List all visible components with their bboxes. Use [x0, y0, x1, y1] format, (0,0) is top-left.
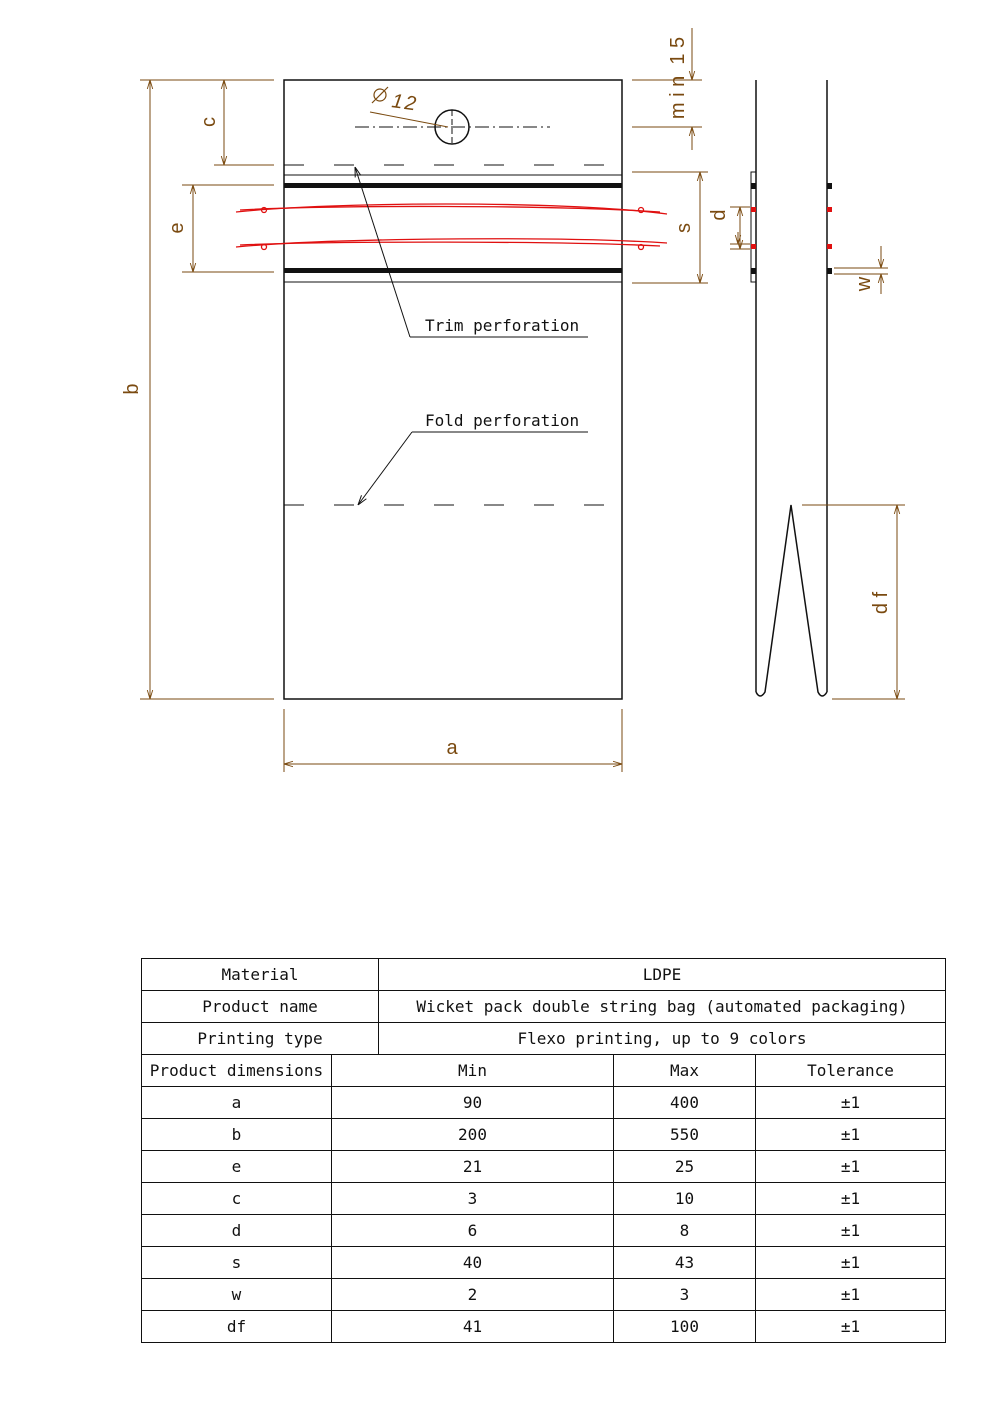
side-seal-marks [751, 172, 832, 282]
header-dimensions: Product dimensions [142, 1055, 332, 1087]
specification-table [141, 958, 946, 1343]
strings [236, 204, 667, 250]
cell-max: 10 [614, 1183, 756, 1215]
cell-tol: ±1 [756, 1151, 946, 1183]
cell-dim: w [142, 1279, 332, 1311]
cell-dim: c [142, 1183, 332, 1215]
printing-type-label: Printing type [142, 1023, 379, 1055]
dim-label-c: c [198, 117, 220, 127]
table-row [142, 1087, 946, 1119]
dim-label-df: d f [870, 591, 892, 615]
table-header-row [142, 1055, 946, 1087]
table-row [142, 1311, 946, 1343]
printing-type-value: Flexo printing, up to 9 colors [379, 1023, 946, 1055]
cell-min: 3 [332, 1183, 614, 1215]
cell-min: 6 [332, 1215, 614, 1247]
table-row [142, 1279, 946, 1311]
cell-dim: b [142, 1119, 332, 1151]
note-fold-perforation: Fold perforation [425, 411, 580, 430]
cell-max: 25 [614, 1151, 756, 1183]
string-knot [639, 208, 644, 213]
cell-max: 400 [614, 1087, 756, 1119]
dim-label-d: d [708, 209, 730, 221]
diameter-symbol-icon [372, 87, 388, 103]
dim-label-a: a [446, 737, 458, 759]
seal-band-top [284, 183, 622, 188]
header-min: Min [332, 1055, 614, 1087]
cell-dim: df [142, 1311, 332, 1343]
table-row [142, 1119, 946, 1151]
cell-tol: ±1 [756, 1183, 946, 1215]
cell-tol: ±1 [756, 1119, 946, 1151]
cell-min: 2 [332, 1279, 614, 1311]
header-tolerance: Tolerance [756, 1055, 946, 1087]
product-name-label: Product name [142, 991, 379, 1023]
cell-tol: ±1 [756, 1215, 946, 1247]
string-bottom-2 [240, 242, 660, 246]
product-name-value: Wicket pack double string bag (automated packaging) [379, 991, 946, 1023]
cell-dim: d [142, 1215, 332, 1247]
cell-dim: s [142, 1247, 332, 1279]
cell-min: 40 [332, 1247, 614, 1279]
table-row [142, 991, 946, 1023]
cell-min: 21 [332, 1151, 614, 1183]
cell-min: 90 [332, 1087, 614, 1119]
seal-band-bottom [284, 268, 622, 273]
cell-max: 550 [614, 1119, 756, 1151]
table-row [142, 1247, 946, 1279]
cell-min: 41 [332, 1311, 614, 1343]
dim-label-w: w [853, 276, 875, 292]
bag-outline [284, 80, 622, 699]
cell-tol: ±1 [756, 1279, 946, 1311]
table-row [142, 1215, 946, 1247]
cell-max: 3 [614, 1279, 756, 1311]
note-leaders [355, 167, 588, 505]
cell-min: 200 [332, 1119, 614, 1151]
bag-side-view [756, 80, 827, 696]
table-row [142, 1151, 946, 1183]
dim-label-s: s [673, 223, 695, 233]
material-value: LDPE [379, 959, 946, 991]
cell-dim: e [142, 1151, 332, 1183]
cell-max: 43 [614, 1247, 756, 1279]
cell-tol: ±1 [756, 1087, 946, 1119]
table-row [142, 1023, 946, 1055]
bag-front-view [284, 80, 622, 699]
cell-tol: ±1 [756, 1311, 946, 1343]
dim-label-b: b [121, 383, 143, 395]
cell-max: 8 [614, 1215, 756, 1247]
cell-dim: a [142, 1087, 332, 1119]
dim-label-hole: 12 [390, 90, 420, 116]
cell-max: 100 [614, 1311, 756, 1343]
material-label: Material [142, 959, 379, 991]
dim-label-min15: m i n 1 5 [667, 36, 689, 120]
table-row [142, 959, 946, 991]
note-trim-perforation: Trim perforation [425, 316, 580, 335]
dimension-lines [140, 28, 905, 772]
cell-tol: ±1 [756, 1247, 946, 1279]
dim-label-e: e [166, 222, 188, 234]
header-max: Max [614, 1055, 756, 1087]
table-row [142, 1183, 946, 1215]
